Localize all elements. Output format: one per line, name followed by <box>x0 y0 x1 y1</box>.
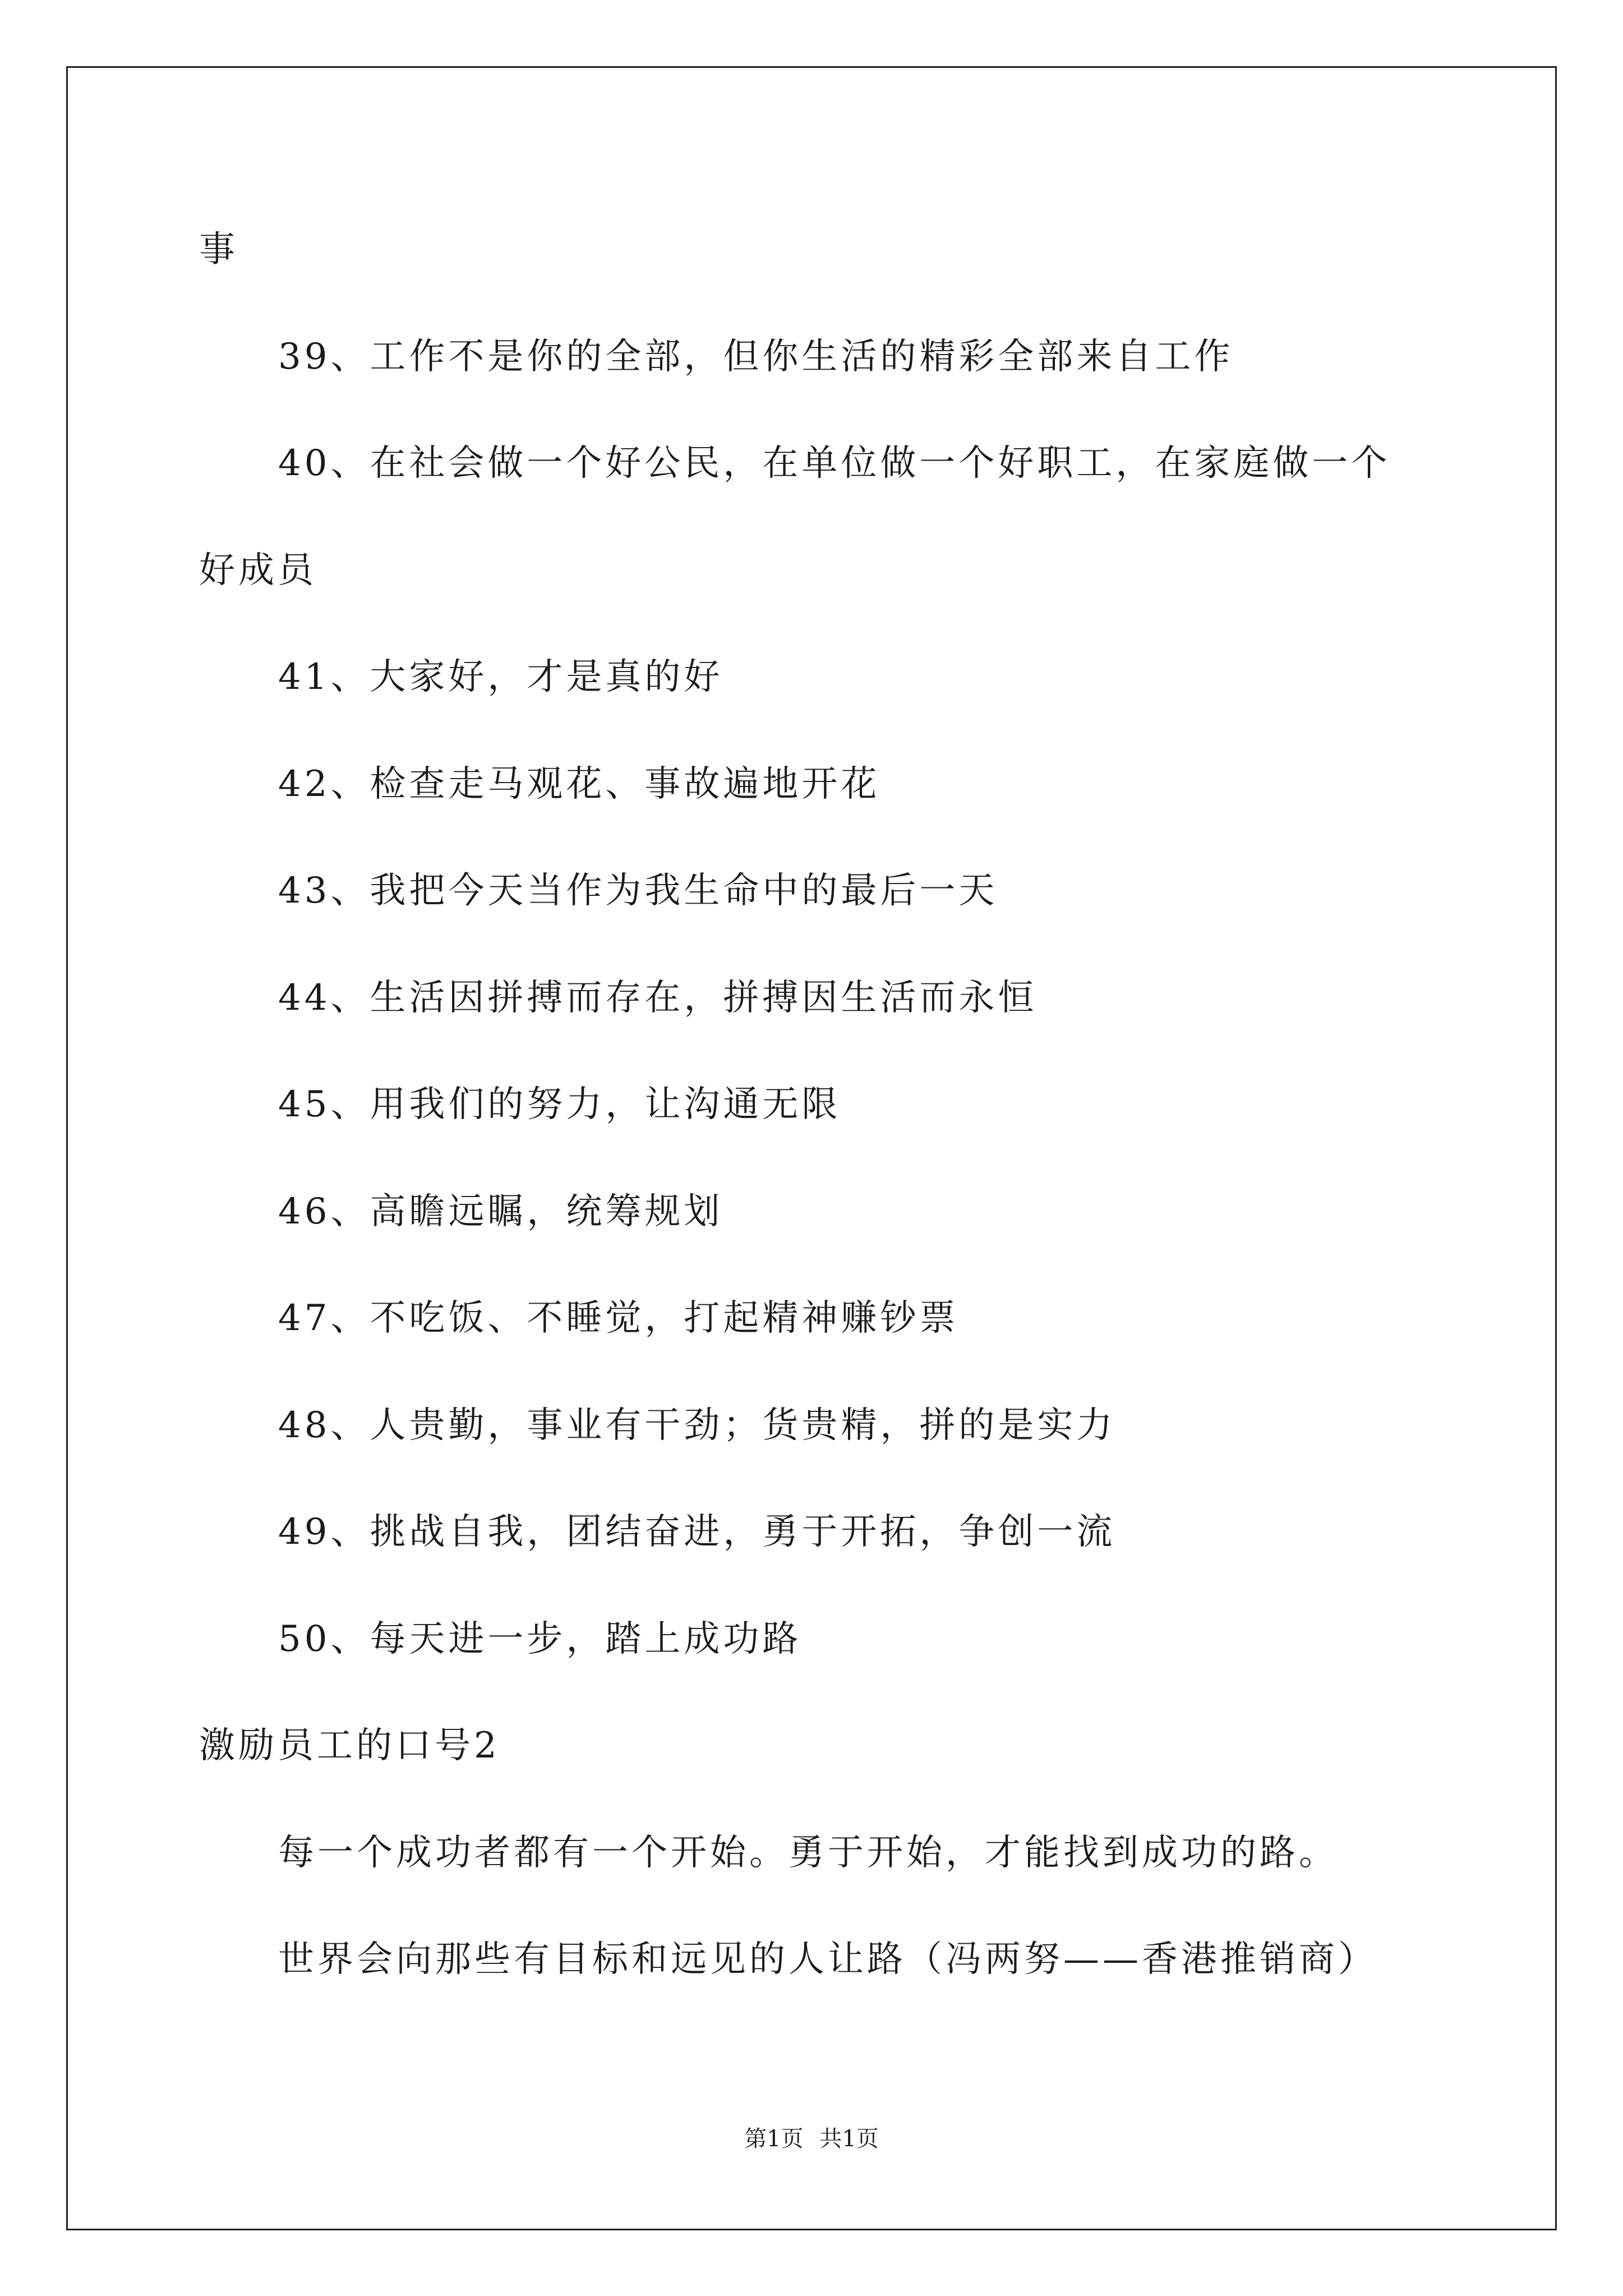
slogan-40: 40、在社会做一个好公民，在单位做一个好职工，在家庭做一个 <box>278 443 1391 484</box>
slogan-43: 43、我把今天当作为我生命中的最后一天 <box>278 870 998 912</box>
page-total: 共1页 <box>819 2126 879 2152</box>
page-footer <box>0 2125 1623 2153</box>
paragraph-1: 每一个成功者都有一个开始。勇于开始，才能找到成功的路。 <box>278 1832 1338 1874</box>
section-heading: 激励员工的口号2 <box>199 1725 500 1766</box>
page-number: 第1页 <box>744 2126 804 2152</box>
slogan-39: 39、工作不是你的全部，但你生活的精彩全部来自工作 <box>278 336 1234 378</box>
slogan-50: 50、每天进一步，踏上成功路 <box>278 1618 802 1660</box>
slogan-40-continuation: 好成员 <box>199 550 317 591</box>
slogan-41: 41、大家好，才是真的好 <box>278 656 723 698</box>
slogan-47: 47、不吃饭、不睡觉，打起精神赚钞票 <box>278 1297 959 1339</box>
text-line-continuation: 事 <box>199 229 238 270</box>
slogan-49: 49、挑战自我，团结奋进，勇于开拓，争创一流 <box>278 1511 1116 1553</box>
slogan-42: 42、检查走马观花、事故遍地开花 <box>278 763 880 805</box>
slogan-48: 48、人贵勤，事业有干劲；货贵精，拼的是实力 <box>278 1405 1116 1446</box>
page-border <box>66 66 1557 2230</box>
slogan-45: 45、用我们的努力，让沟通无限 <box>278 1084 841 1125</box>
paragraph-2: 世界会向那些有目标和远见的人让路（冯两努——香港推销商） <box>278 1939 1377 1980</box>
slogan-46: 46、高瞻远瞩，统筹规划 <box>278 1191 723 1232</box>
slogan-44: 44、生活因拼搏而存在，拼搏因生活而永恒 <box>278 977 1038 1019</box>
